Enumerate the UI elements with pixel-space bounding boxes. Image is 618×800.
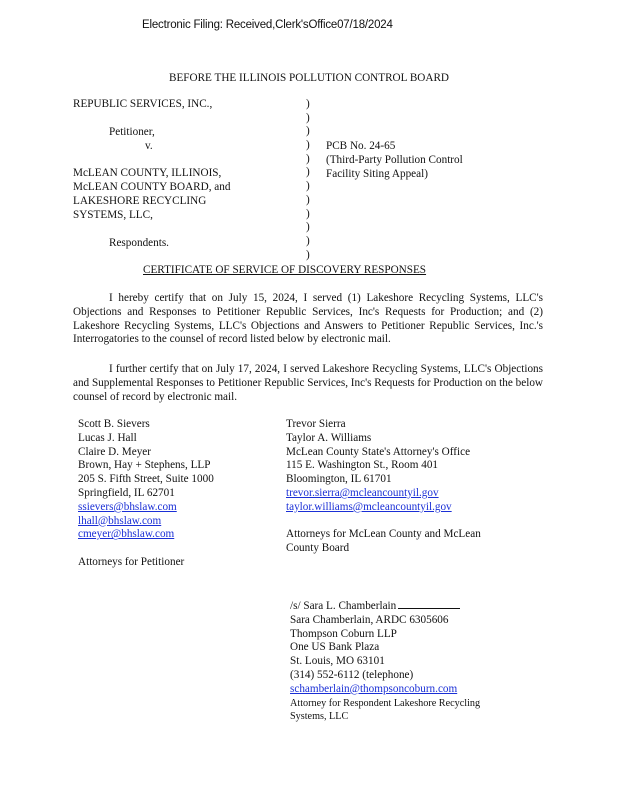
case-number-block xyxy=(326,140,463,181)
county-counsel-block xyxy=(286,418,481,556)
city-address: Bloomington, IL 61701 xyxy=(286,473,392,486)
filing-stamp: Electronic Filing: Received,Clerk'sOffice07/18/2024 xyxy=(142,19,393,31)
paren: ) xyxy=(306,193,310,206)
signer-firm: Thompson Coburn LLP xyxy=(290,627,397,640)
respondent-line-3: LAKESHORE RECYCLING xyxy=(73,195,207,207)
respondent-line-4: SYSTEMS, LLC, xyxy=(73,209,153,221)
paren: ) xyxy=(306,111,310,124)
counsel-name: Trevor Sierra xyxy=(286,418,346,430)
paragraph-1-text: I hereby certify that on July 15, 2024, I served (1) Lakeshore Recycling Systems, LLC's Objections and Responses to Petitioner Republic Services, Inc's Requests for Production; and (2) Lakeshore Recycling Systems, LLC's Objections and Answers to Petitioner Republic Services, Inc.'s Interrogatories to the counsel of record listed below by electronic mail. xyxy=(73,292,543,346)
email-link-sievers[interactable]: ssievers@bhslaw.com xyxy=(78,500,177,513)
counsel-name: Taylor A. Williams xyxy=(286,431,372,444)
paren: ) xyxy=(306,139,310,152)
signer-street: One US Bank Plaza xyxy=(290,641,380,654)
signer-name: Sara Chamberlain, ARDC 6305606 xyxy=(290,613,449,626)
appeal-type-line-2: Facility Siting Appeal) xyxy=(326,167,428,180)
appeal-type-line-1: (Third-Party Pollution Control xyxy=(326,153,463,166)
certificate-title xyxy=(143,264,453,278)
paragraph-2-text: I further certify that on July 17, 2024, I served Lakeshore Recycling Systems, LLC's Objections and Supplemental Responses to Petitioner Republic Services, Inc's Requests for Production on the below counsel of record by electronic mail. xyxy=(73,363,543,403)
email-link-meyer[interactable]: cmeyer@bhslaw.com xyxy=(78,528,175,541)
email-link-chamberlain[interactable]: schamberlain@thompsoncoburn.com xyxy=(290,682,458,695)
signer-city: St. Louis, MO 63101 xyxy=(290,655,385,668)
respondent-line-1: McLEAN COUNTY, ILLINOIS, xyxy=(73,167,222,179)
email-link-williams[interactable]: taylor.williams@mcleancountyil.gov xyxy=(286,500,452,513)
paren: ) xyxy=(306,221,310,234)
street-address: 205 S. Fifth Street, Suite 1000 xyxy=(78,473,214,486)
office-name: McLean County State's Attorney's Office xyxy=(286,445,471,458)
counsel-name: Claire D. Meyer xyxy=(78,445,152,458)
certificate-title-text: CERTIFICATE OF SERVICE OF DISCOVERY RESPONSES xyxy=(143,264,427,276)
paren: ) xyxy=(306,125,310,138)
petitioner-counsel-block xyxy=(78,418,214,570)
petitioner-name: REPUBLIC SERVICES, INC., xyxy=(73,98,213,110)
paren: ) xyxy=(306,180,310,193)
pcb-number: PCB No. 24-65 xyxy=(326,140,396,152)
board-title: BEFORE THE ILLINOIS POLLUTION CONTROL BOARD xyxy=(169,72,449,84)
signature-block xyxy=(290,599,480,724)
petitioner-role: Attorneys for Petitioner xyxy=(78,555,185,568)
counsel-name: Scott B. Sievers xyxy=(78,418,150,430)
signer-phone: (314) 552-6112 (telephone) xyxy=(290,668,414,681)
paren: ) xyxy=(306,234,310,247)
versus-label: v. xyxy=(145,140,153,152)
signature-line: /s/ Sara L. Chamberlain xyxy=(290,600,397,612)
paren: ) xyxy=(306,166,310,179)
counsel-name: Lucas J. Hall xyxy=(78,431,137,444)
caption-parentheses xyxy=(306,98,310,262)
email-link-sierra[interactable]: trevor.sierra@mcleancountyil.gov xyxy=(286,486,439,499)
county-role-line-1: Attorneys for McLean County and McLean xyxy=(286,528,481,541)
signer-role-line-2: Systems, LLC xyxy=(290,711,349,723)
respondent-line-2: McLEAN COUNTY BOARD, and xyxy=(73,181,231,193)
petitioner-label: Petitioner, xyxy=(109,126,155,138)
street-address: 115 E. Washington St., Room 401 xyxy=(286,459,439,472)
service-paragraph-1 xyxy=(73,292,543,347)
service-paragraph-2 xyxy=(73,363,543,404)
signer-role-line-1: Attorney for Respondent Lakeshore Recycling xyxy=(290,697,481,709)
email-link-hall[interactable]: lhall@bhslaw.com xyxy=(78,514,162,527)
city-address: Springfield, IL 62701 xyxy=(78,486,175,499)
respondents-label: Respondents. xyxy=(109,237,169,249)
paren: ) xyxy=(306,98,310,110)
paren: ) xyxy=(306,207,310,220)
paren: ) xyxy=(306,248,310,261)
firm-name: Brown, Hay + Stephens, LLP xyxy=(78,459,211,472)
county-role-line-2: County Board xyxy=(286,542,350,555)
paren: ) xyxy=(306,152,310,165)
